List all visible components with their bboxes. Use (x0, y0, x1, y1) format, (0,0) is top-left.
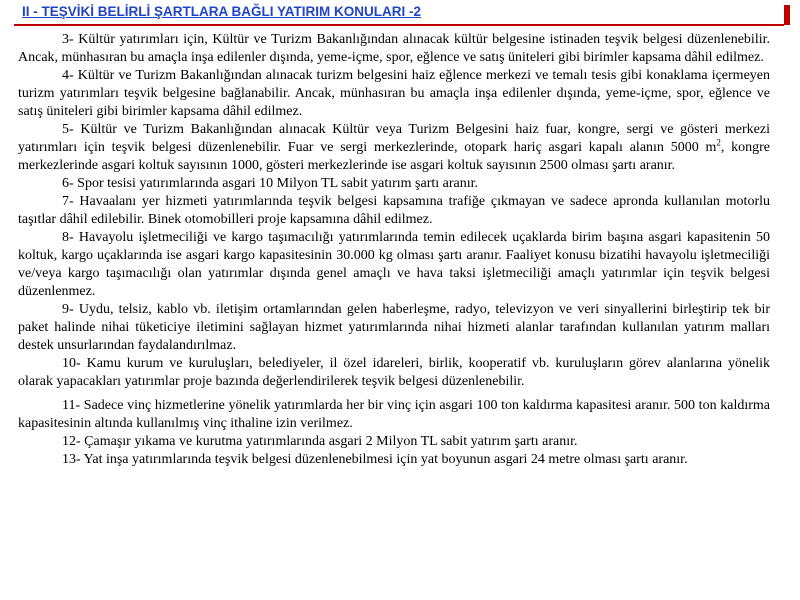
document-body (18, 31, 770, 469)
paragraph-item-12: 12- Çamaşır yıkama ve kurutma yatırımlarında asgari 2 Milyon TL sabit yatırım şartı aranır. (62, 434, 578, 449)
paragraph-item-6: 6- Spor tesisi yatırımlarında asgari 10 Milyon TL sabit yatırım şartı aranır. (62, 176, 479, 191)
paragraph-item-5-part-b: , kongre merkezlerinde asgari koltuk sayısının 1000, gösteri merkezlerinde ise asgari koltuk sayısının 2500 olması şartı aranır. (18, 140, 770, 173)
paragraph-item-5 (18, 121, 770, 175)
paragraph-item-7: 7- Havaalanı yer hizmeti yatırımlarında teşvik belgesi kapsamına trafiğe çıkmayan ve sadece apronda kullanılan motorlu taşıtlar dâhil edilebilir. Binek otomobilleri proje kapsamına dâhil edilmez. (18, 194, 770, 227)
accent-bar (784, 5, 790, 25)
paragraph-item-13: 13- Yat inşa yatırımlarında teşvik belgesi düzenlenebilmesi için yat boyunun asgari 24 metre olması şartı aranır. (62, 452, 688, 467)
paragraph-item-4: 4- Kültür ve Turizm Bakanlığından alınacak turizm belgesini haiz eğlence merkezi ve temalı tesis gibi konaklama içermeyen turizm yatırımları teşvik belgesine bağlanabilir. Ancak, münhasıran bu amaçla inşa edilenler dışında, yeme-içme, spor, eğlence ve satış üniteleri gibi birimler kapsama dâhil edilmez. (18, 68, 770, 119)
title-divider (14, 24, 784, 26)
paragraph-item-8: 8- Havayolu işletmeciliği ve kargo taşımacılığı yatırımlarında temin edilecek uçaklarda birim başına asgari kapasitenin 50 koltuk, kargo uçaklarında ise asgari kargo kapasitesinin 30.000 kg olması şartı aranır. Faaliyet konusu bizatihi havayolu işletmeciliği ve/veya kargo taşımacılığı olan yatırımlar dışında genel amaçlı ve hava taksi işletmeciliği amaçlı yatırımlar için teşvik belgesi düzenlenmez. (18, 230, 770, 299)
page-title: II - TEŞVİKİ BELİRLİ ŞARTLARA BAĞLI YATIRIM KONULARI -2 (22, 4, 422, 19)
paragraph-item-3: 3- Kültür yatırımları için, Kültür ve Turizm Bakanlığından alınacak kültür belgesine istinaden teşvik belgesi düzenlenebilir. Ancak, münhasıran bu amaçla inşa edilenler dışında, yeme-içme, spor, eğlence ve satış üniteleri gibi birimler kapsama dâhil edilmez. (18, 32, 770, 65)
paragraph-item-11: 11- Sadece vinç hizmetlerine yönelik yatırımlarda her bir vinç için asgari 100 ton kaldırma kapasitesi aranır. 500 ton kaldırma kapasitesinin altında kullanılmış vinç ithaline izin verilmez. (18, 398, 770, 431)
paragraph-item-9: 9- Uydu, telsiz, kablo vb. iletişim ortamlarından gelen haberleşme, radyo, televizyon ve veri sinyallerini birleştirip tek bir paket halinde nihai tüketiciye iletimini sağlayan hizmet yatırımlarında nihai hizmeti alanlar tarafından kullanılan yatırım malları destek unsurlarından faydalandırılmaz. (18, 302, 770, 353)
paragraph-item-5-part-a: 5- Kültür ve Turizm Bakanlığından alınacak Kültür veya Turizm Belgesini haiz fuar, kongre, sergi ve gösteri merkezi yatırımları için teşvik belgesi düzenlenebilir. Fuar ve sergi merkezlerinde, otopark hariç asgari kapalı alanın 5000 m (18, 122, 770, 155)
square-meter-exponent: 2 (716, 137, 721, 148)
paragraph-item-10: 10- Kamu kurum ve kuruluşları, belediyeler, il özel idareleri, birlik, kooperatif vb. kuruluşların görev alanlarına yönelik olarak yapacakları yatırımlar proje bazında değerlendirilerek teşvik belgesi düzenlenebilir. (18, 356, 770, 389)
